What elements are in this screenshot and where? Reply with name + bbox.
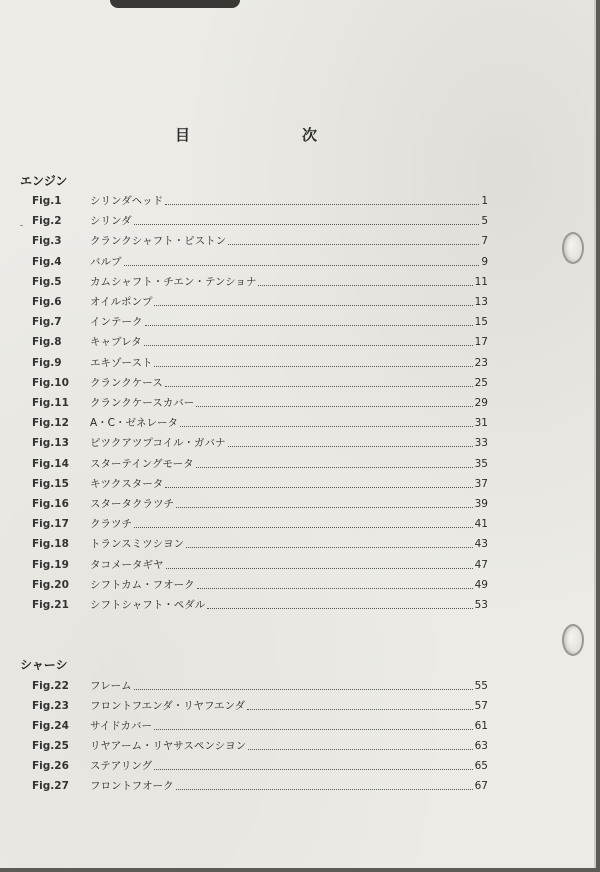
dot-leader [124, 264, 480, 266]
dot-leader [154, 768, 472, 770]
figure-number: Fig.3 [32, 235, 62, 248]
page-number: 11 [474, 275, 488, 288]
dot-leader [207, 607, 472, 609]
dot-leader [165, 486, 472, 488]
toc-entry [0, 354, 600, 372]
entry-title: リヤアーム・リヤサスペンシヨン [90, 740, 247, 752]
toc-entry-line [90, 212, 488, 230]
toc-entry [0, 374, 600, 392]
dot-leader [134, 223, 480, 225]
page-number: 25 [474, 376, 488, 389]
dot-leader [196, 466, 473, 468]
page-number: 43 [474, 538, 488, 551]
dot-leader [145, 324, 473, 326]
figure-number: Fig.23 [32, 700, 69, 712]
margin-mark [20, 225, 23, 226]
page-number: 53 [474, 599, 488, 611]
binder-hole-upper [562, 232, 584, 264]
entry-title: ピツクアツプコイル・ガバナ [90, 437, 226, 450]
toc-entry-line [90, 414, 488, 432]
entry-title: フロントフエンダ・リヤフエンダ [90, 700, 246, 712]
figure-number: Fig.16 [32, 498, 69, 510]
dot-leader [166, 567, 473, 569]
figure-number: Fig.4 [32, 255, 62, 268]
toc-entry [0, 434, 600, 452]
entry-title: スターテイングモータ [90, 457, 194, 470]
toc-entry-line [90, 333, 488, 351]
entry-title: シフトカム・フオーク [90, 578, 195, 591]
toc-entry-line [90, 253, 488, 271]
figure-number: Fig.9 [32, 356, 62, 369]
page-number: 31 [474, 417, 488, 430]
dot-leader [154, 365, 472, 367]
dot-leader [248, 748, 473, 750]
toc-entry [0, 757, 600, 775]
toc-entry-line [90, 192, 488, 210]
dot-leader [154, 728, 473, 730]
figure-number: Fig.18 [32, 538, 69, 551]
toc-entry [0, 515, 600, 533]
toc-entry-line [90, 434, 488, 452]
page-number: 41 [474, 518, 488, 531]
page-number: 15 [474, 316, 488, 329]
toc-entry-line [90, 313, 488, 331]
title-char-1: 目 [175, 126, 191, 144]
page-number: 55 [474, 680, 488, 692]
entry-title: クラツチ [90, 518, 132, 531]
entry-title: キツクスタータ [90, 477, 164, 490]
section-heading-chassis: シャーシ [20, 658, 68, 672]
figure-number: Fig.15 [32, 477, 69, 490]
entry-title: バルブ [90, 255, 122, 268]
toc-entry-line [90, 475, 488, 493]
entry-title: クランクケースカバー [90, 397, 195, 409]
toc-entry [0, 495, 600, 513]
entry-title: フロントフオーク [90, 780, 174, 792]
toc-entry [0, 697, 600, 715]
page-number: 33 [474, 437, 488, 450]
toc-entry [0, 212, 600, 230]
toc-entry-line [90, 556, 488, 574]
toc-entry-line [90, 757, 488, 775]
entry-title: フレーム [90, 680, 132, 692]
toc-entry [0, 535, 600, 553]
entry-title: タコメータギヤ [90, 558, 164, 571]
toc-entry [0, 576, 600, 594]
figure-number: Fig.26 [32, 760, 69, 772]
page-number: 57 [474, 700, 488, 712]
toc-entry-line [90, 717, 488, 735]
toc-entry-line [90, 677, 488, 695]
section-heading-engine: エンジン [20, 174, 68, 188]
page-title [0, 124, 500, 144]
toc-entry [0, 677, 600, 695]
toc-entry-line [90, 576, 488, 594]
toc-entry-line [90, 354, 488, 372]
dot-leader [186, 546, 472, 548]
figure-number: Fig.17 [32, 518, 69, 531]
page-number: 61 [474, 720, 488, 732]
page-top-shadow [110, 0, 240, 8]
toc-entry [0, 414, 600, 432]
toc-entry [0, 556, 600, 574]
toc-entry-line [90, 293, 488, 311]
figure-number: Fig.14 [32, 457, 69, 470]
entry-title: オイルポンプ [90, 296, 153, 308]
page-number: 13 [474, 296, 488, 308]
page-number: 1 [481, 195, 488, 207]
dot-leader [180, 425, 473, 427]
dot-leader [134, 688, 473, 690]
binder-hole-lower [562, 624, 584, 656]
toc-entry [0, 253, 600, 271]
entry-title: A・C・ゼネレータ [90, 417, 179, 430]
figure-number: Fig.25 [32, 740, 69, 752]
figure-number: Fig.6 [32, 296, 62, 308]
entry-title: スタータクラツチ [90, 498, 174, 510]
page-number: 17 [474, 336, 488, 349]
page-number: 23 [474, 356, 488, 369]
toc-entry-line [90, 697, 488, 715]
dot-leader [176, 788, 473, 790]
toc-entry [0, 293, 600, 311]
figure-number: Fig.2 [32, 215, 62, 228]
figure-number: Fig.19 [32, 558, 69, 571]
page-number: 29 [474, 397, 488, 409]
toc-entry [0, 192, 600, 210]
figure-number: Fig.7 [32, 316, 62, 329]
entry-title: サイドカバー [90, 720, 152, 732]
toc-entry-line [90, 495, 488, 513]
dot-leader [176, 506, 473, 508]
figure-number: Fig.24 [32, 720, 69, 732]
page-number: 35 [474, 457, 488, 470]
entry-title: トランスミツシヨン [90, 538, 185, 551]
figure-number: Fig.27 [32, 780, 69, 792]
page-number: 67 [474, 780, 488, 792]
toc-entry-line [90, 232, 488, 250]
toc-entry [0, 717, 600, 735]
dot-leader [228, 445, 473, 447]
entry-title: インテーク [90, 316, 143, 329]
dot-leader [144, 344, 473, 346]
figure-number: Fig.1 [32, 195, 62, 207]
toc-entry [0, 777, 600, 795]
toc-entry [0, 596, 600, 614]
page-number: 39 [474, 498, 488, 510]
figure-number: Fig.13 [32, 437, 69, 450]
page-number: 7 [481, 235, 488, 248]
toc-entry-line [90, 535, 488, 553]
entry-title: シリンダヘッド [90, 195, 164, 207]
page-number: 65 [474, 760, 488, 772]
figure-number: Fig.12 [32, 417, 69, 430]
entry-title: クランクケース [90, 376, 163, 389]
toc-entry-line [90, 374, 488, 392]
figure-number: Fig.22 [32, 680, 69, 692]
entry-title: クランクシャフト・ピストン [90, 235, 227, 248]
toc-entry [0, 455, 600, 473]
page-number: 37 [474, 477, 488, 490]
toc-entry-line [90, 515, 488, 533]
figure-number: Fig.20 [32, 578, 69, 591]
toc-entry-line [90, 455, 488, 473]
toc-entry-line [90, 737, 488, 755]
figure-number: Fig.8 [32, 336, 62, 349]
toc-entry [0, 232, 600, 250]
toc-entry-line [90, 394, 488, 412]
page-number: 5 [481, 215, 488, 228]
page-number: 9 [481, 255, 488, 268]
dot-leader [165, 203, 479, 205]
page-number: 63 [474, 740, 488, 752]
entry-title: シフトシャフト・ペダル [90, 599, 206, 611]
figure-number: Fig.5 [32, 275, 62, 288]
entry-title: ステアリング [90, 760, 153, 772]
entry-title: エキゾースト [90, 356, 153, 369]
figure-number: Fig.21 [32, 599, 69, 611]
toc-entry-line [90, 273, 488, 291]
entry-title: シリンダ [90, 215, 132, 228]
toc-entry-line [90, 777, 488, 795]
toc-entry [0, 273, 600, 291]
toc-entry [0, 737, 600, 755]
dot-leader [197, 587, 473, 589]
entry-title: カムシャフト・チエン・テンショナ [90, 275, 257, 288]
page-number: 47 [474, 558, 488, 571]
entry-title: キャブレタ [90, 336, 142, 349]
toc-entry [0, 394, 600, 412]
dot-leader [228, 243, 479, 245]
toc-entry [0, 333, 600, 351]
figure-number: Fig.11 [32, 397, 69, 409]
title-char-2: 次 [302, 126, 318, 144]
dot-leader [134, 526, 473, 528]
toc-entry-line [90, 596, 488, 614]
dot-leader [196, 405, 472, 407]
toc-entry [0, 475, 600, 493]
dot-leader [258, 284, 472, 286]
dot-leader [247, 708, 473, 710]
dot-leader [165, 385, 473, 387]
dot-leader [154, 304, 472, 306]
toc-entry [0, 313, 600, 331]
page-number: 49 [474, 578, 488, 591]
figure-number: Fig.10 [32, 376, 69, 389]
